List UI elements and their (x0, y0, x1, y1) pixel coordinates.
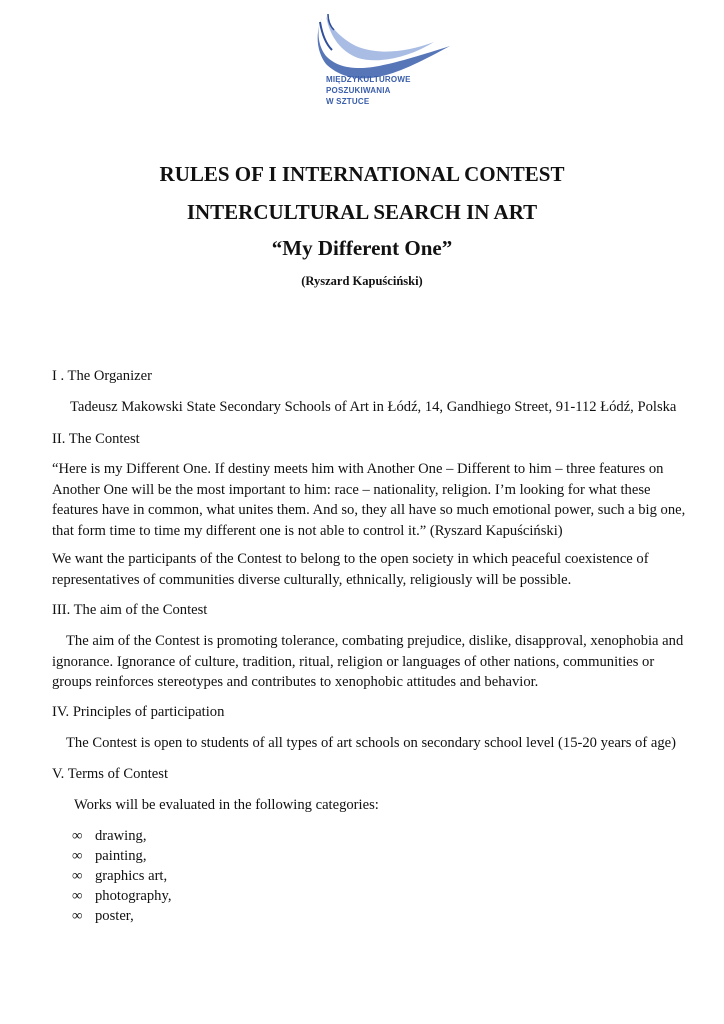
document-title: RULES OF I INTERNATIONAL CONTEST (159, 162, 565, 186)
aim-text: The aim of the Contest is promoting tolerance, combating prejudice, dislike, disapproval, xenophobia and ignorance. Ignorance of culture, tradition, ritual, religion or languages of other nations, communities or groups reinforces stereotypes and contributes to xenophobic attitudes and behavior. (52, 633, 684, 690)
list-item (72, 906, 171, 926)
principles-heading: IV. Principles of participation (52, 704, 225, 720)
category-label: painting, (95, 848, 147, 864)
contest-motto: “My Different One” (271, 236, 453, 260)
document-subtitle: INTERCULTURAL SEARCH IN ART (186, 200, 538, 224)
aim-heading: III. The aim of the Contest (52, 602, 208, 618)
list-item (72, 846, 171, 866)
logo-line: MIĘDZYKULTUROWE (326, 75, 411, 84)
logo-line: POSZUKIWANIA (326, 86, 391, 95)
infinity-bullet-icon: ∞ (72, 908, 83, 924)
list-item (72, 886, 171, 906)
terms-text: Works will be evaluated in the following categories: (74, 797, 379, 813)
infinity-bullet-icon: ∞ (72, 868, 83, 884)
logo-line: W SZTUCE (326, 97, 370, 106)
category-label: graphics art, (95, 868, 168, 884)
logo-text (326, 74, 411, 107)
contest-text: We want the participants of the Contest to belong to the open society in which peaceful coexistence of representatives of communities diverse culturally, ethnically, religiously will be possible. (52, 551, 649, 588)
infinity-bullet-icon: ∞ (72, 888, 83, 904)
contest-heading: II. The Contest (52, 431, 140, 447)
terms-heading: V. Terms of Contest (52, 766, 169, 782)
list-item (72, 826, 171, 846)
infinity-bullet-icon: ∞ (72, 848, 83, 864)
principles-text: The Contest is open to students of all types of art schools on secondary school level (15-20 years of age) (66, 735, 676, 751)
category-label: poster, (95, 908, 134, 924)
category-label: drawing, (95, 828, 147, 844)
organizer-text: Tadeusz Makowski State Secondary Schools of Art in Łódź, 14, Gandhiego Street, 91-112 Łódź, Polska (70, 399, 677, 415)
infinity-bullet-icon: ∞ (72, 828, 83, 844)
organizer-heading: I . The Organizer (52, 368, 152, 384)
category-label: photography, (95, 888, 172, 904)
category-list (72, 826, 171, 926)
logo (312, 12, 452, 124)
dove-icon (312, 12, 452, 124)
list-item (72, 866, 171, 886)
motto-author: (Ryszard Kapuściński) (301, 274, 423, 288)
contest-quote: “Here is my Different One. If destiny meets him with Another One – Different to him – three features on Another One will be the most important to him: race – nationality, religion. I’m looking for what these features have in common, what unites them. And so, they all have so much emotional power, such a big one, that form time to time my different one is not able to control it.” (Ryszard Kapuściński) (52, 461, 686, 539)
